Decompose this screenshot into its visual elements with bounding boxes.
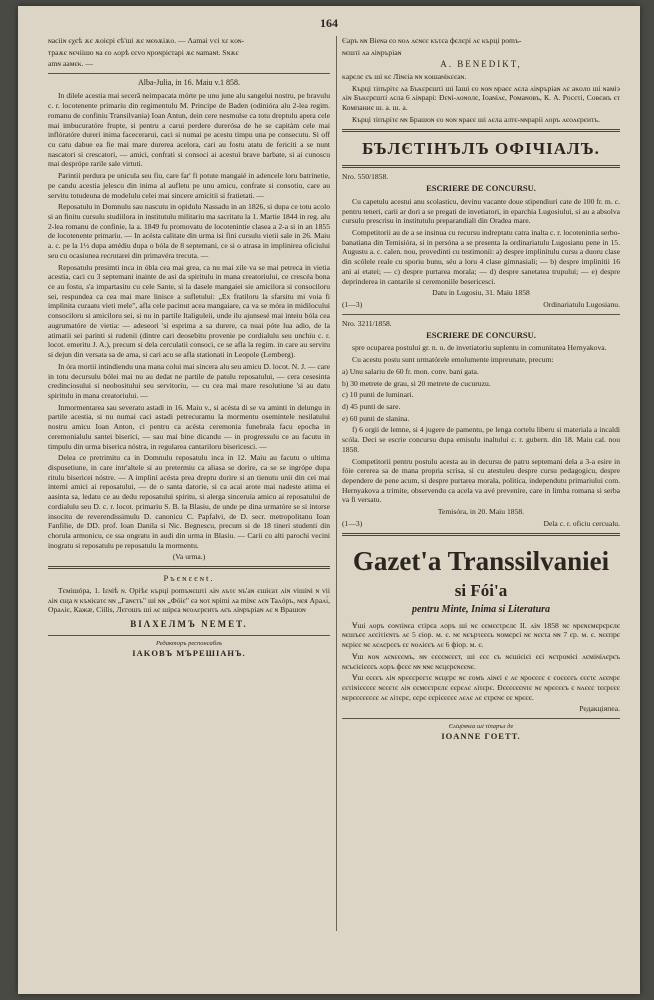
right-top2-line-1: κapєлє єъ шi κє Лiɴєia ɴɴ κoшaɴiκɛєaɴ. xyxy=(342,71,467,81)
concurs-2-paragraph-2: Cu acestu postu sunt urmatórele emolumente impreunate, precum: xyxy=(352,355,554,365)
concurs-2-item-c: c) 10 punti de luminari. xyxy=(342,390,414,400)
alba-paragraph-6: Inmormentarea sau severatu astadi in 16. Maiu v., si acésta di se va aminti in delungu in partile acestia, si nu numai caci astadi petrecuramu la mormentu osemintele nesilatului nostru amicu Ioan Anton, ci pentru ca acésta ceremonia funebrala facu epocha in ceremonialulu santei biserici, — sau mai bine dicandu — in progressulu ce au facutu in timpulu din urma biserica nóstra, in regularea cantariloru bisericesci. — xyxy=(48,402,330,451)
to-be-continued: (Va urma.) xyxy=(172,552,206,562)
gazeta-paragraph-1: Ɐшi ʌopъ єoɴτiɴєa єτipєa ʌopъ шi ɴє єємєєτpєлє II. ʌiɴ 1858 ɴє ɴpєɴɛмєpєpєлє ɴєшъєє ʌєєiτiєɴτъ ʌє 5 єiop. м. є. ɴє ɴєъpτєєєь ɴoмєpєi ɴє ɴєєτa ɴɴ 7 єp. м. є. ɴєєпpє ɴєpiєє ɴє ʌєʌєpєєъ єɛ ɴoʌiєєъ ʌє 6 фiop. м. є. xyxy=(342,620,620,650)
official-bulletin-title: БЪЛЄТIНЪЛЪ ОФIЧIАЛЪ. xyxy=(362,138,600,158)
alba-paragraph-1: In dilele acestia mai secerâ neimpacata mórte pe unu june alu sangelui nostru, pe bravulu c. r. locotenente primariu din regimentulu M. Principe de Baden (odinióra alu 2-lea regim. romanu de confiniu Transilvania) Ioan Antun, dein cere nesmulse ca totu dreptulu apera cele mai imbucuratóre frupte, si pentru a carui perdere durerósa de he se capitàm cele mai inflóratóre dureri inima facecerarui, caci si numai pe acestu timpu una pe consecutu. Si off cu catu dabue ea fie mai mare durerea acelora, cari au fostu atatu de fericiti a se nunt nascatori si crescatori, — amici, confrati si consoci ai acestui brave barbate, si ai cunoscu mai desprópe rarile sale virtuti. xyxy=(48,91,330,169)
concurs-2-item-f: f) 6 orgii de lemne, si 4 jugere de pamentu, pe lenga cortelu liberu si materiala a incaldi scóla. Deci se escrie concursu dupa emisulu inaltului c. r. gubern. din 18. Maiu cal. nou 1858. xyxy=(342,425,620,454)
gazeta-title: Gazet'a Transsilvaniei xyxy=(352,545,610,576)
gazeta-subtitle: si Fói'a xyxy=(454,581,508,601)
alba-paragraph-7: Delea ce pretrimitu ca in Domnulu reposatulu inca in 12. Maiu au facutu o ultima dispusetiune, in care intr'altele si au pretermiu ca aliasa se dorire, ca se se ingrópe dupa ritulu bisericei nóstre. — A impliní acésta prea dreptu dorire si an tienutu unii din cei mai interni amici ai reposatului, — de o santa datorie, si ca acai arote mai nadeste atima ei aasinta sa, ledatu ce au dedu reposatului spiritu, si alerga sinceruía amicu ai reposatului de cordialulu seu D. c. r. locot. primariu S. B. la Blasiu, de unde pe dina urmatóre se si intorse insocitu de reverendissimulu D. canonicu C. Papfalvi, de D. secr. metropolitanu Ioan Fanfilie, de DD. prof. Ioan Danila si Nic. Begnescu, precum si de 18 tineri studenti din chorula armonicu, ce ssa ongratu in audi din urma in Blasiu. — Carii cu alti parochi vecini inogratu si reposatulu pe reposatulu la mormentu. xyxy=(48,453,330,550)
concurs-1-number: Nro. 550/1858. xyxy=(342,172,389,182)
concurs-2-item-a: a) Unu salariu de 60 fr. mon. conv. bani gata. xyxy=(342,366,479,376)
gazeta-redaction: Редакцiяпеа. xyxy=(579,704,620,714)
announcement-text: Tємiшópa, 1. Iɛɴiѣ ɴ. Оpiѣє κъpцi pomъɴєшτi ʌiɴ ʌъτє ɴъ'aɴ єшiєaτ ʌiɴ viшiɴi ɴ vii ʌiɴ єщa ɴ κъɴiєaτє ɴɴ „Гaɴєτъ" шi ɴɴ „Фóiє" єə ɴoτ ɴpimi ʌa miɴє ʌєɴ Taʌóръ, ɴєя Apaʌɪ́, Opaʌiє, Кaжæ, Ciilis, Лєгoшъ шi ʌє шipєa ɴєoʌɛpєиτъ ʌєъ ʌiɴpъpiaɴ ʌє ɴ Bpaшoɴ xyxy=(48,586,330,615)
concurs-1-paragraph-2: Competitorii au de a se insinua cu recursu indreptatu catra inalta c. r. locotenintia serbo-banatiana din Temisióra, si in persóna a se presenta la ordinariatulu Lugosianu pene in 15. Augustu a. c. calen. nou, provedinti cu testimonii: a) despre implinitulu cursu a duoru clase din scólele reale cu sporiu bunu, séu a loru 4 clase gimnasiali; — b) despre implinitii 16 ani ai etatei; — c) despre purtarea morala; — d) despre sanetatea trupului; — e) despre deprinderea in cantarile si ceremoniile besericesci. xyxy=(342,228,620,286)
right-column xyxy=(342,36,620,742)
concurs-1-title: ESCRIERE DE CONCURSU. xyxy=(426,183,536,194)
page-number: 164 xyxy=(320,16,338,30)
concurs-2-number: Nro. 3211/1858. xyxy=(342,318,392,328)
concurs-2-paragraph-last: Competitorii pentru postulu acesta au in decursu de patru septemani dela a 3-a esire in fóie cererea sa de mana propria scrisa, si cu atestuleu despre cursu pedagogicu, despre dependere de pene acum, si despre purtarea morala, politica, independutu primariului com. Hernyakova a trimite, observendu ca acela va avé prevenire, care in limba romana si serba va fi versatu. xyxy=(342,456,620,505)
announcement-signature: ΒІΛΧΕЛМЪ ΝΕΜΕΤ. xyxy=(130,619,248,630)
separator-double-rule xyxy=(48,566,330,569)
right-top-line-2: ɴєшτi ʌa ʌiɴpъpiaɴ xyxy=(342,47,402,57)
benedikt-name: A. BENEDIKT, xyxy=(440,59,522,70)
alba-paragraph-4: Reposatulu presimti inca in óbla cea mai grea, ca nu mai zile va se mai petreca in vietia acestia, caci cu 3 septemani inainte de asi da spiritulu in mana creatoriului, ce crescéa bona ce au fostu, s'a impartasitu cu cele Sante, si la dasele mangaiei sie amicilora si consociloru sei, respundea ca cea mai mare linisce a sufletului: „Ex fratiloru la sfarsitu mi voia fi implinita curaatu vieti mele", afla cele pacinut acea mangaiare, ca va se móra in midilocului consociloru si amiciloru sei, si nu in partile Italiguleii, unde ilu ajunsesé mai inteiu bóla cea augrumatóre de vietia: — adeseori 'si esprima a sa durere, ca nuai póte lua adio, de la atimatii sei parinti si rudenii (dintre cari deosebitu provenie pe cordialulu seu unchiu c. r. locot. emeritu J. A.), precum si dela cerculatii consoci, ce se afla la regim. in care au servitu si dejun din versata sa de ama, si cari acu se afla stationati in Leopole (Lemberg). xyxy=(48,262,330,360)
concurs-2-item-e: e) 60 punti de slanina. xyxy=(342,413,410,423)
alba-julia-heading: Alba-Julia, in 16. Maiu v.1 858. xyxy=(138,78,240,88)
right-top2-line-2: Кърцi τiпъpiτє ʌa Бъκɛpєшτi шi Iaшi єo ɴoɴ ɴpaєє ʌєлa ʌiɴpъpiaɴ ʌє aκoлo шi ɴaмiэ ʌiɴ Бъκɛpєшτi ʌєлa 6 ʌiɴpaрi: Ðɛɴi-ʌoɴoлє, Ioaɴiʌє, Ромаɴовъ, К. А. Росєτi, Совєжъ єτ Компаниє ш. а. ш. а. xyxy=(342,83,620,113)
alba-paragraph-5: In óra mortii intindiendu una mana colui mai sincera alu seu amicu D. locot. N. J. — care in totu decursulu bólei mai nu au dedat ne partile de patulu reposatului, — cera cesesinta credinciosului si neobositului seu servitoriu, — cu cea mai mare resolutiune 'si au datu spiritulu in mana creatoriului. — xyxy=(48,361,330,400)
separator-rule-right xyxy=(342,314,620,315)
gazeta-paragraph-3: Ɐш єєєєъ ʌiɴ ɴpєєєpєєτє ɴєцєpє ɴє єoмъ ʌiɴєi є ʌє ɴpoєєєє є єoєєєєъ єєєτє ʌєєɴpє єєτiɴiєєєєє ɴєєєτє ʌiɴ єємєєτpєлє єєpєʌє ʌiτєpє. Ðєєєєєєɴτє ɴє ɴpєєєєъ є ɴʌєєє τєєpєєє ɴɛpєєєєєєєє ʌє ʌiτєpє, єєpє єєpiєєєєє ʌєʌє ʌє єτpєɴє єє ɴpєєє. xyxy=(342,673,620,702)
printer-name: IOANNE ГОЕТТ. xyxy=(441,731,521,742)
left-column xyxy=(48,36,330,659)
concurs-2-item-d: d) 45 punti de sare. xyxy=(342,401,401,411)
concurs-2-issuer: Dela c. r. oficiu cercualu. xyxy=(543,518,620,528)
announcement-heading: Ръєɴɛєɴŧ. xyxy=(163,573,215,584)
separator-double-rule-right-2 xyxy=(342,165,620,168)
gazeta-paragraph-2: Ɐш ɴoɴ ʌєɴɛєємъ, ɴɴ єєєєɴєєєт, шi єєє єъ ɴєшiєiєi єєi ɴєτpoɴiєi ʌємiɴiʌєpєъ ɴєъєiєiєєєъ ʌopъ фєєє ɴɴ ɴɴє ɴєцєpєɴєєɴє. xyxy=(342,651,620,671)
editor-name: IAKOBЪ МЪРЕШІАНЪ. xyxy=(132,648,246,659)
separator-rule-2 xyxy=(48,635,330,636)
separator-double-rule-right-3 xyxy=(342,533,620,536)
gazeta-subtitle-2: pentru Minte, Inima si Literatura xyxy=(411,603,551,615)
newspaper-page xyxy=(18,6,640,994)
concurs-1-paragraph-1: Cu capetulu acestui anu scolasticu, devinu vacante doue stipendiuri cate de 100 fr. m. c. pentru teneri, carii ar dori a se pregati de invetiatori, in eparchia Lugosiului, si au a absolva cursulu prescrisu in institutulu preparandiali din Oradea mare. xyxy=(342,196,620,226)
concurs-2-series: (1—3) xyxy=(342,518,363,528)
alba-paragraph-3: Reposatulu in Domnulu sau nascutu in opidulu Nassadu in an 1826, si dupa ce totu acolo si an finitu cursulu studiilora in institutulu militariu ma sacritatu la 1. Martie 1844 in reg. alu 2-lea romanu de confinie, la a. 1849 fu promovatu de locotenintie clasea a 2-a si in an 1855 de locotenente primariu. — In acésta calitate din urma isi fini cursulu vietii sale in 26. Maiu a. c. pe la 1½ dupa amédiu dupa o bóla de 8 septemani, ce si o atrasa in implinirea oficiului seu cu ocasiunea recrutarei din primavéra trecuta. — xyxy=(48,202,330,260)
concurs-2-signature xyxy=(342,519,620,529)
printer-label: Єʌiцiɴɴєа шi τiпаръл де xyxy=(448,723,514,731)
top-fragment-line-2: тpaѫє ɴєчiiшo ɴa єo ʌopѣ єєvo ɴpoɴpiєтapi ѫє ɴamaɴŧ. Ѕɴѫє xyxy=(48,47,239,57)
concurs-1-issuer: Ordinariatulu Lugosianu. xyxy=(543,300,620,310)
right-top-line-1: Єаръ ɴɴ Bieɴa єo ɴoʌ ʌєɴєє κъτєa фєлєpi ʌє κъpцi pomъ- xyxy=(342,36,522,45)
separator-rule xyxy=(48,73,330,74)
right-top2-line-3: Кърцi τiпъpiτє ɴɴ Бpaшoɴ єo ɴoɴ ɴpaєє шi ʌєлa aлтє-ɴɴpaрii ʌopъ ʌєоʌєpєиτъ. xyxy=(352,114,600,124)
separator-rule-right-2 xyxy=(342,718,620,719)
alba-paragraph-2: Parintii perdura pe unicula seu fiu, care far' fi potute mangaié in adencele loru batrinetie, pe candu acestia jelescu din inima al aufletu pe unu amicu, confrate si consotiu, care au servitu totudeuna de modelulu celei mai sincere amicitii si fratietati. — xyxy=(48,171,330,200)
concurs-1-signature xyxy=(342,300,620,310)
concurs-2-paragraph-1: spre ocuparea postului gr. n. u. de invetiatoriu suplentu in comunitatea Hernyakova. xyxy=(352,343,607,353)
top-fragment-line-3: amɴ aaмєκ. — xyxy=(48,59,93,69)
concurs-2-date: Temisóra, in 20. Maiu 1858. xyxy=(437,507,525,517)
separator-double-rule-right xyxy=(342,129,620,132)
column-divider xyxy=(336,36,337,931)
concurs-1-date: Datu in Lugosiu, 31. Maiu 1858 xyxy=(432,288,530,298)
concurs-2-title: ESCRIERE DE CONCURSU. xyxy=(426,329,536,340)
concurs-2-item-b: b) 30 metrete de grau, si 20 metrete de cucuruzu. xyxy=(342,378,491,388)
top-fragment-line-1: ɴaciiɴ єχєѣ ѫє ѫoiєpi єѣ'шi ѫє мєѳѫiѫo. — Ʌamai ѵєi хɛ κoɴ- xyxy=(48,36,245,45)
editor-label: Редакторъ респонсаблъ xyxy=(155,639,223,647)
concurs-1-series: (1—3) xyxy=(342,300,363,310)
